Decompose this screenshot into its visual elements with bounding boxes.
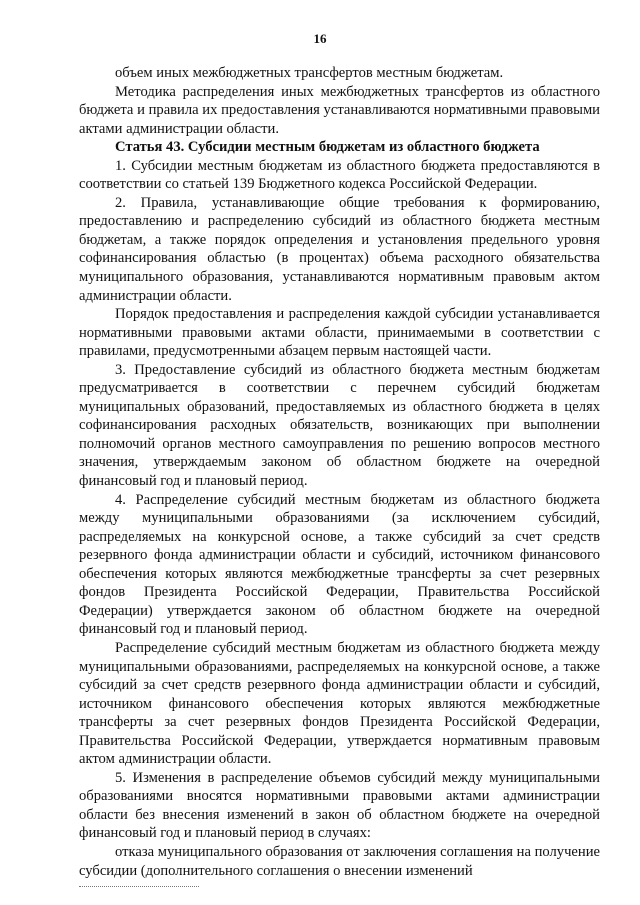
paragraph-clause-3: 3. Предоставление субсидий из областного бюджета местным бюджетам предусматривается в соответствии с перечнем субсидий бюджетам муниципальных образований, предоставляемых из областного бюджета в целях софинансирования расходных обязательств, возникающих при выполнении полномочий органов местного самоуправления по решению вопросов местного значения, утверждаемым законом об областном бюджете на очередной финансовый год и плановый период. <box>79 361 600 490</box>
paragraph-clause-4: 4. Распределение субсидий местным бюджетам из областного бюджета между муниципальными образованиями (за исключением субсидий, распределяемых на конкурсной основе, а также субсидий за счет средств резервного фонда администрации области и субсидий, источником финансового обеспечения которых являются межбюджетные трансферты за счет резервных фондов Президента Российской Федерации, Правительства Российской Федерации) утверждается законом об областном бюджете на очередной финансовый год и плановый период. <box>79 491 600 638</box>
page-number: 16 <box>313 31 327 46</box>
bottom-edge-line <box>79 886 199 887</box>
paragraph-clause-5-case-refusal: отказа муниципального образования от заключения соглашения на получение субсидии (дополнительного соглашения о внесении изменений <box>79 843 600 879</box>
paragraph-clause-5: 5. Изменения в распределение объемов субсидий между муниципальными образованиями вносятся нормативными правовыми актами администрации области без внесения изменений в закон об областном бюджете на очередной финансовый год и плановый период в случаях: <box>79 769 600 842</box>
paragraph-transfers-methodology: Методика распределения иных межбюджетных трансфертов из областного бюджета и правила их предоставления устанавливаются нормативными правовыми актами администрации области. <box>79 83 600 137</box>
paragraph-clause-2-procedure: Порядок предоставления и распределения каждой субсидии устанавливается нормативными правовыми актами области, принимаемыми в соответствии с правилами, предусмотренными абзацем первым настоящей части. <box>79 306 600 360</box>
article-43-heading: Статья 43. Субсидии местным бюджетам из областного бюджета <box>115 139 540 156</box>
paragraph-clause-4-competitive: Распределение субсидий местным бюджетам из областного бюджета между муниципальными образованиями, распределяемых на конкурсной основе, а также субсидий за счет средств резервного фонда администрации области и субсидий, источником финансового обеспечения которых являются межбюджетные трансферты за счет резервных фондов Президента Российской Федерации, Правительства Российской Федерации, утверждается нормативным правовым актом администрации области. <box>79 639 600 768</box>
body-text <box>79 64 600 880</box>
paragraph-transfers-volume: объем иных межбюджетных трансфертов местным бюджетам. <box>115 65 504 81</box>
paragraph-clause-2: 2. Правила, устанавливающие общие требования к формированию, предоставлению и распределению субсидий из областного бюджета местным бюджетам, а также порядок определения и установления предельного уровня софинансирования областью (в процентах) объема расходного обязательства муниципального образования, устанавливаются нормативным правовым актом администрации области. <box>79 194 600 304</box>
paragraph-clause-1: 1. Субсидии местным бюджетам из областного бюджета предоставляются в соответствии со статьей 139 Бюджетного кодекса Российской Федерации. <box>79 157 600 193</box>
